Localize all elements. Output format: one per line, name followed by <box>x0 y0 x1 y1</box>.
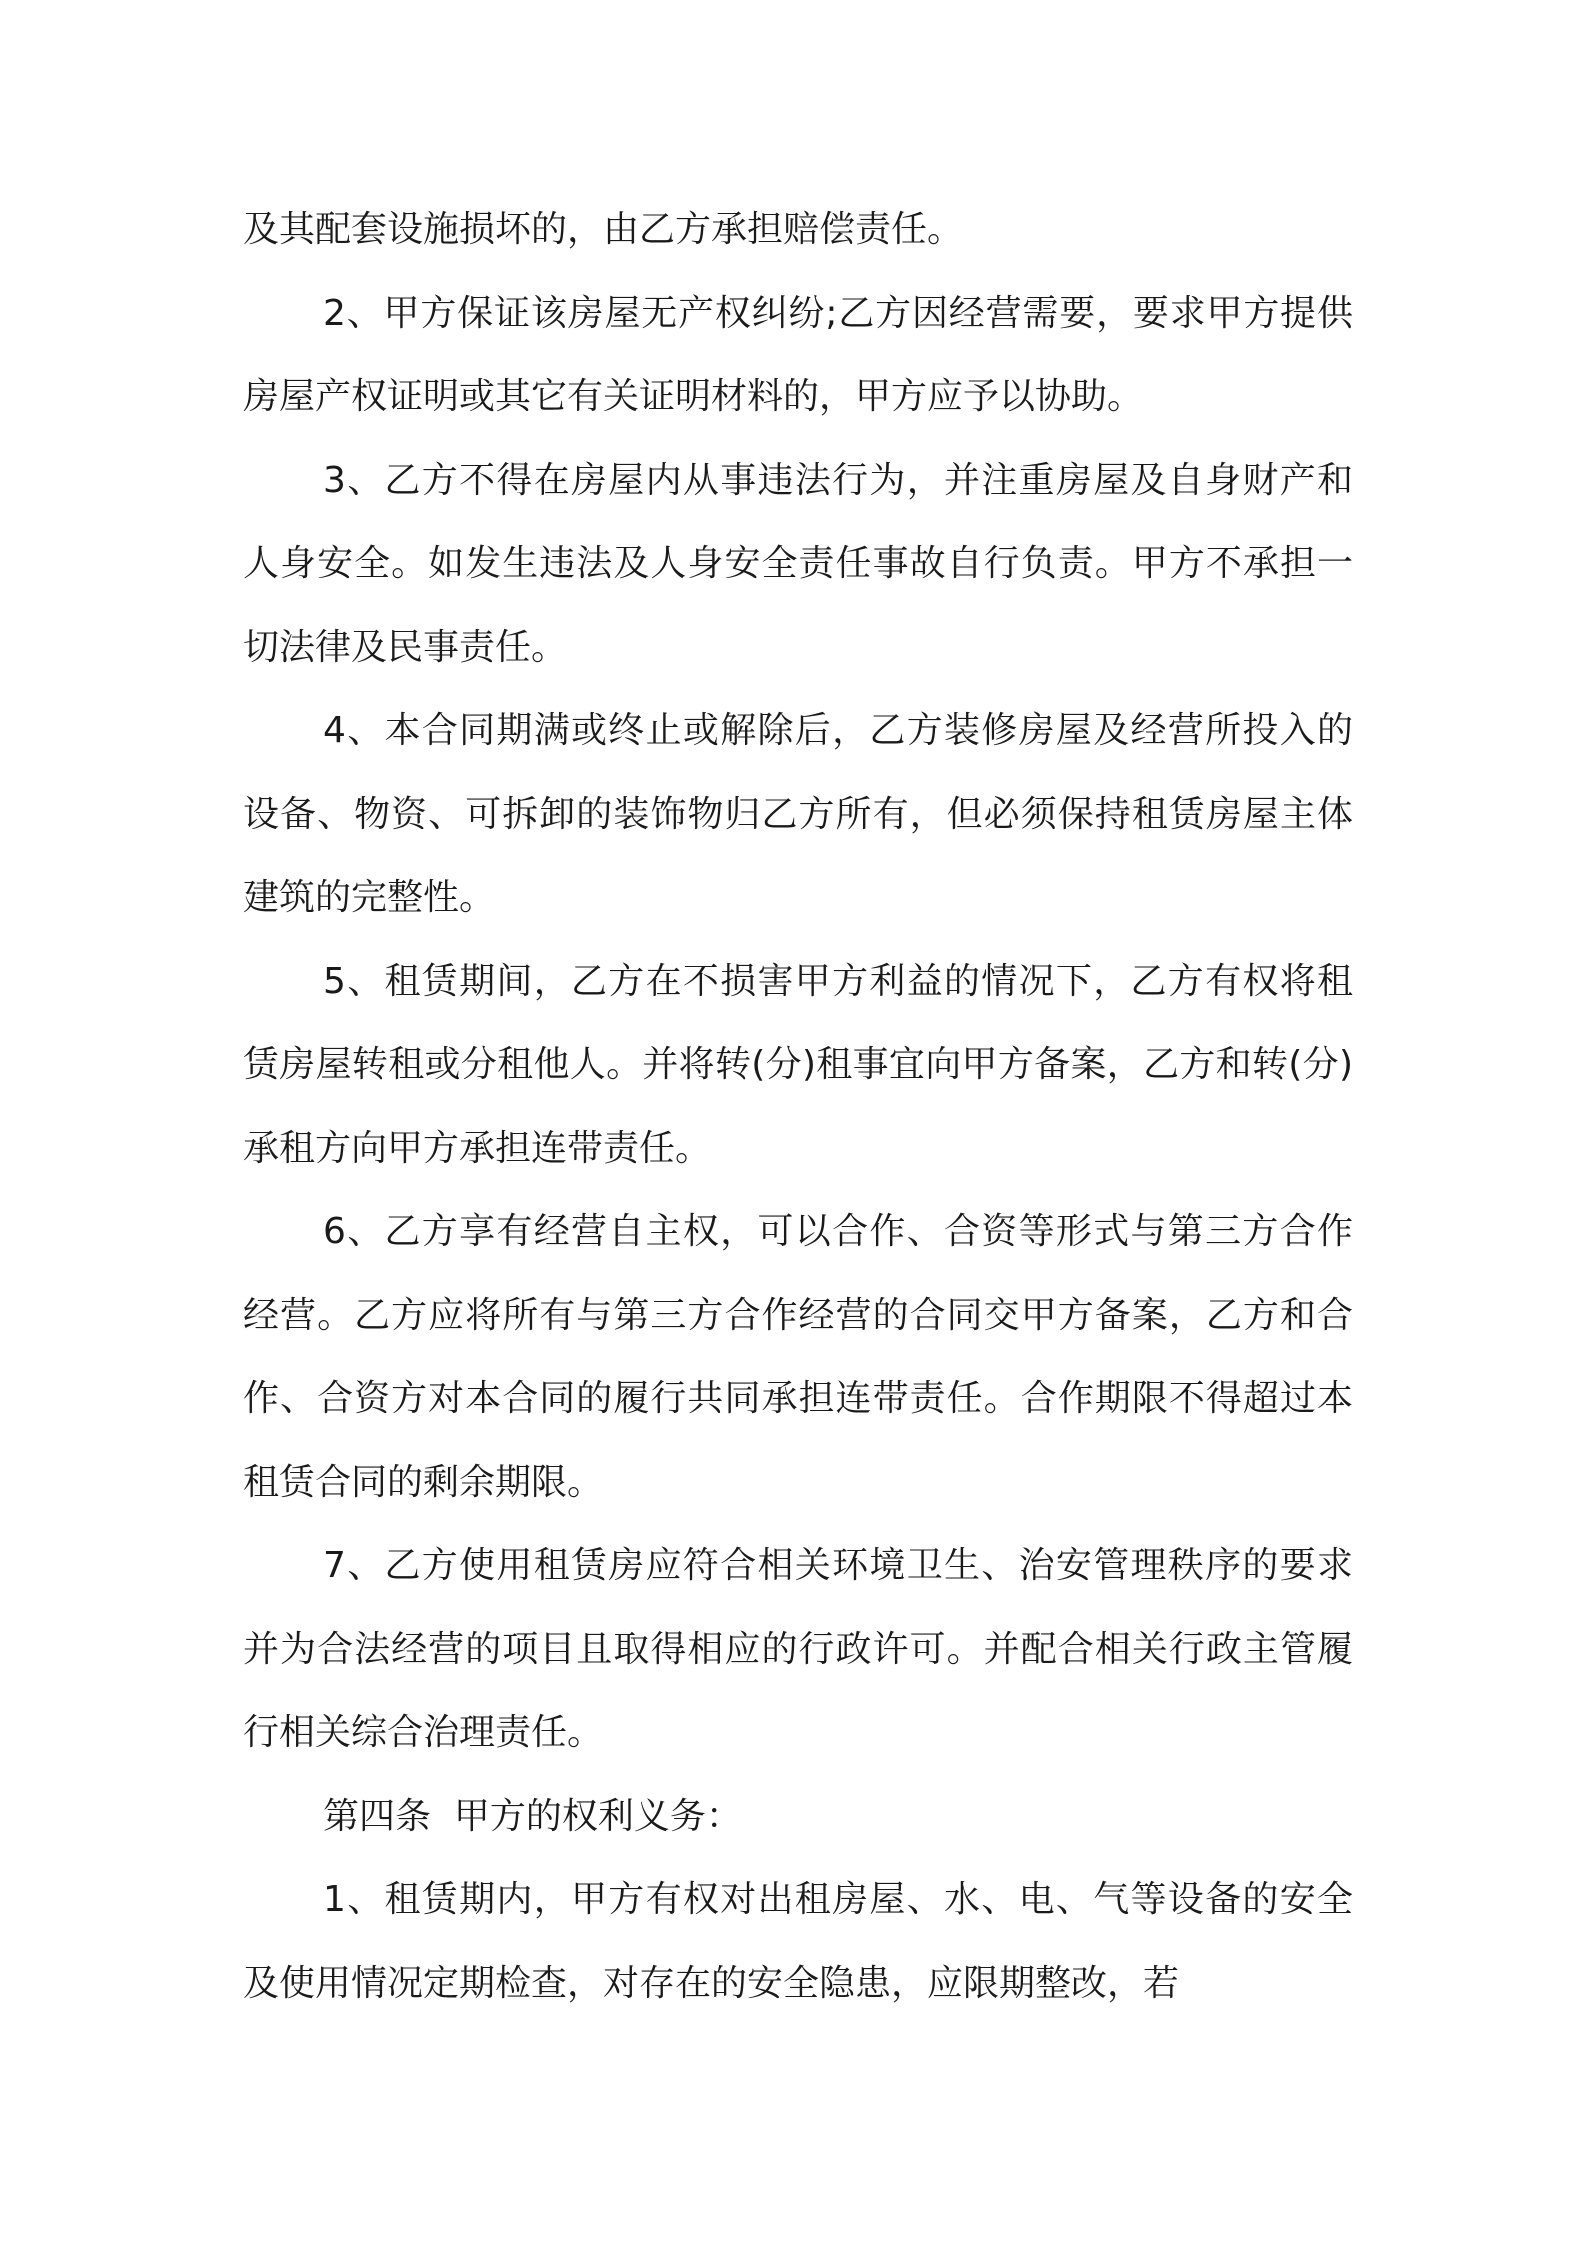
paragraph-continuation: 及其配套设施损坏的，由乙方承担赔偿责任。 <box>243 209 964 250</box>
clause-5: 5、租赁期间，乙方在不损害甲方利益的情况下，乙方有权将租赁房屋转租或分租他人。并将转(分)租事宜向甲方备案，乙方和转(分)承租方向甲方承担连带责任。 <box>243 960 1353 1169</box>
clause-3: 3、乙方不得在房屋内从事违法行为，并注重房屋及自身财产和人身安全。如发生违法及人身安全责任事故自行负责。甲方不承担一切法律及民事责任。 <box>243 459 1353 668</box>
clause-2: 2、甲方保证该房屋无产权纠纷;乙方因经营需要，要求甲方提供房屋产权证明或其它有关证明材料的，甲方应予以协助。 <box>243 292 1353 417</box>
clause-4: 4、本合同期满或终止或解除后，乙方装修房屋及经营所投入的设备、物资、可拆卸的装饰物归乙方所有，但必须保持租赁房屋主体建筑的完整性。 <box>243 710 1353 918</box>
clause-6: 6、乙方享有经营自主权，可以合作、合资等形式与第三方合作经营。乙方应将所有与第三方合作经营的合同交甲方备案，乙方和合作、合资方对本合同的履行共同承担连带责任。合作期限不得超过本租赁合同的剩余期限。 <box>243 1211 1353 1503</box>
document-body <box>243 188 1353 2025</box>
clause-7: 7、乙方使用租赁房应符合相关环境卫生、治安管理秩序的要求并为合法经营的项目且取得相应的行政许可。并配合相关行政主管履行相关综合治理责任。 <box>243 1545 1353 1753</box>
section-clause-1: 1、租赁期内，甲方有权对出租房屋、水、电、气等设备的安全及使用情况定期检查，对存在的安全隐患，应限期整改，若 <box>243 1879 1353 2004</box>
section-heading: 第四条 甲方的权利义务： <box>323 1795 742 1837</box>
